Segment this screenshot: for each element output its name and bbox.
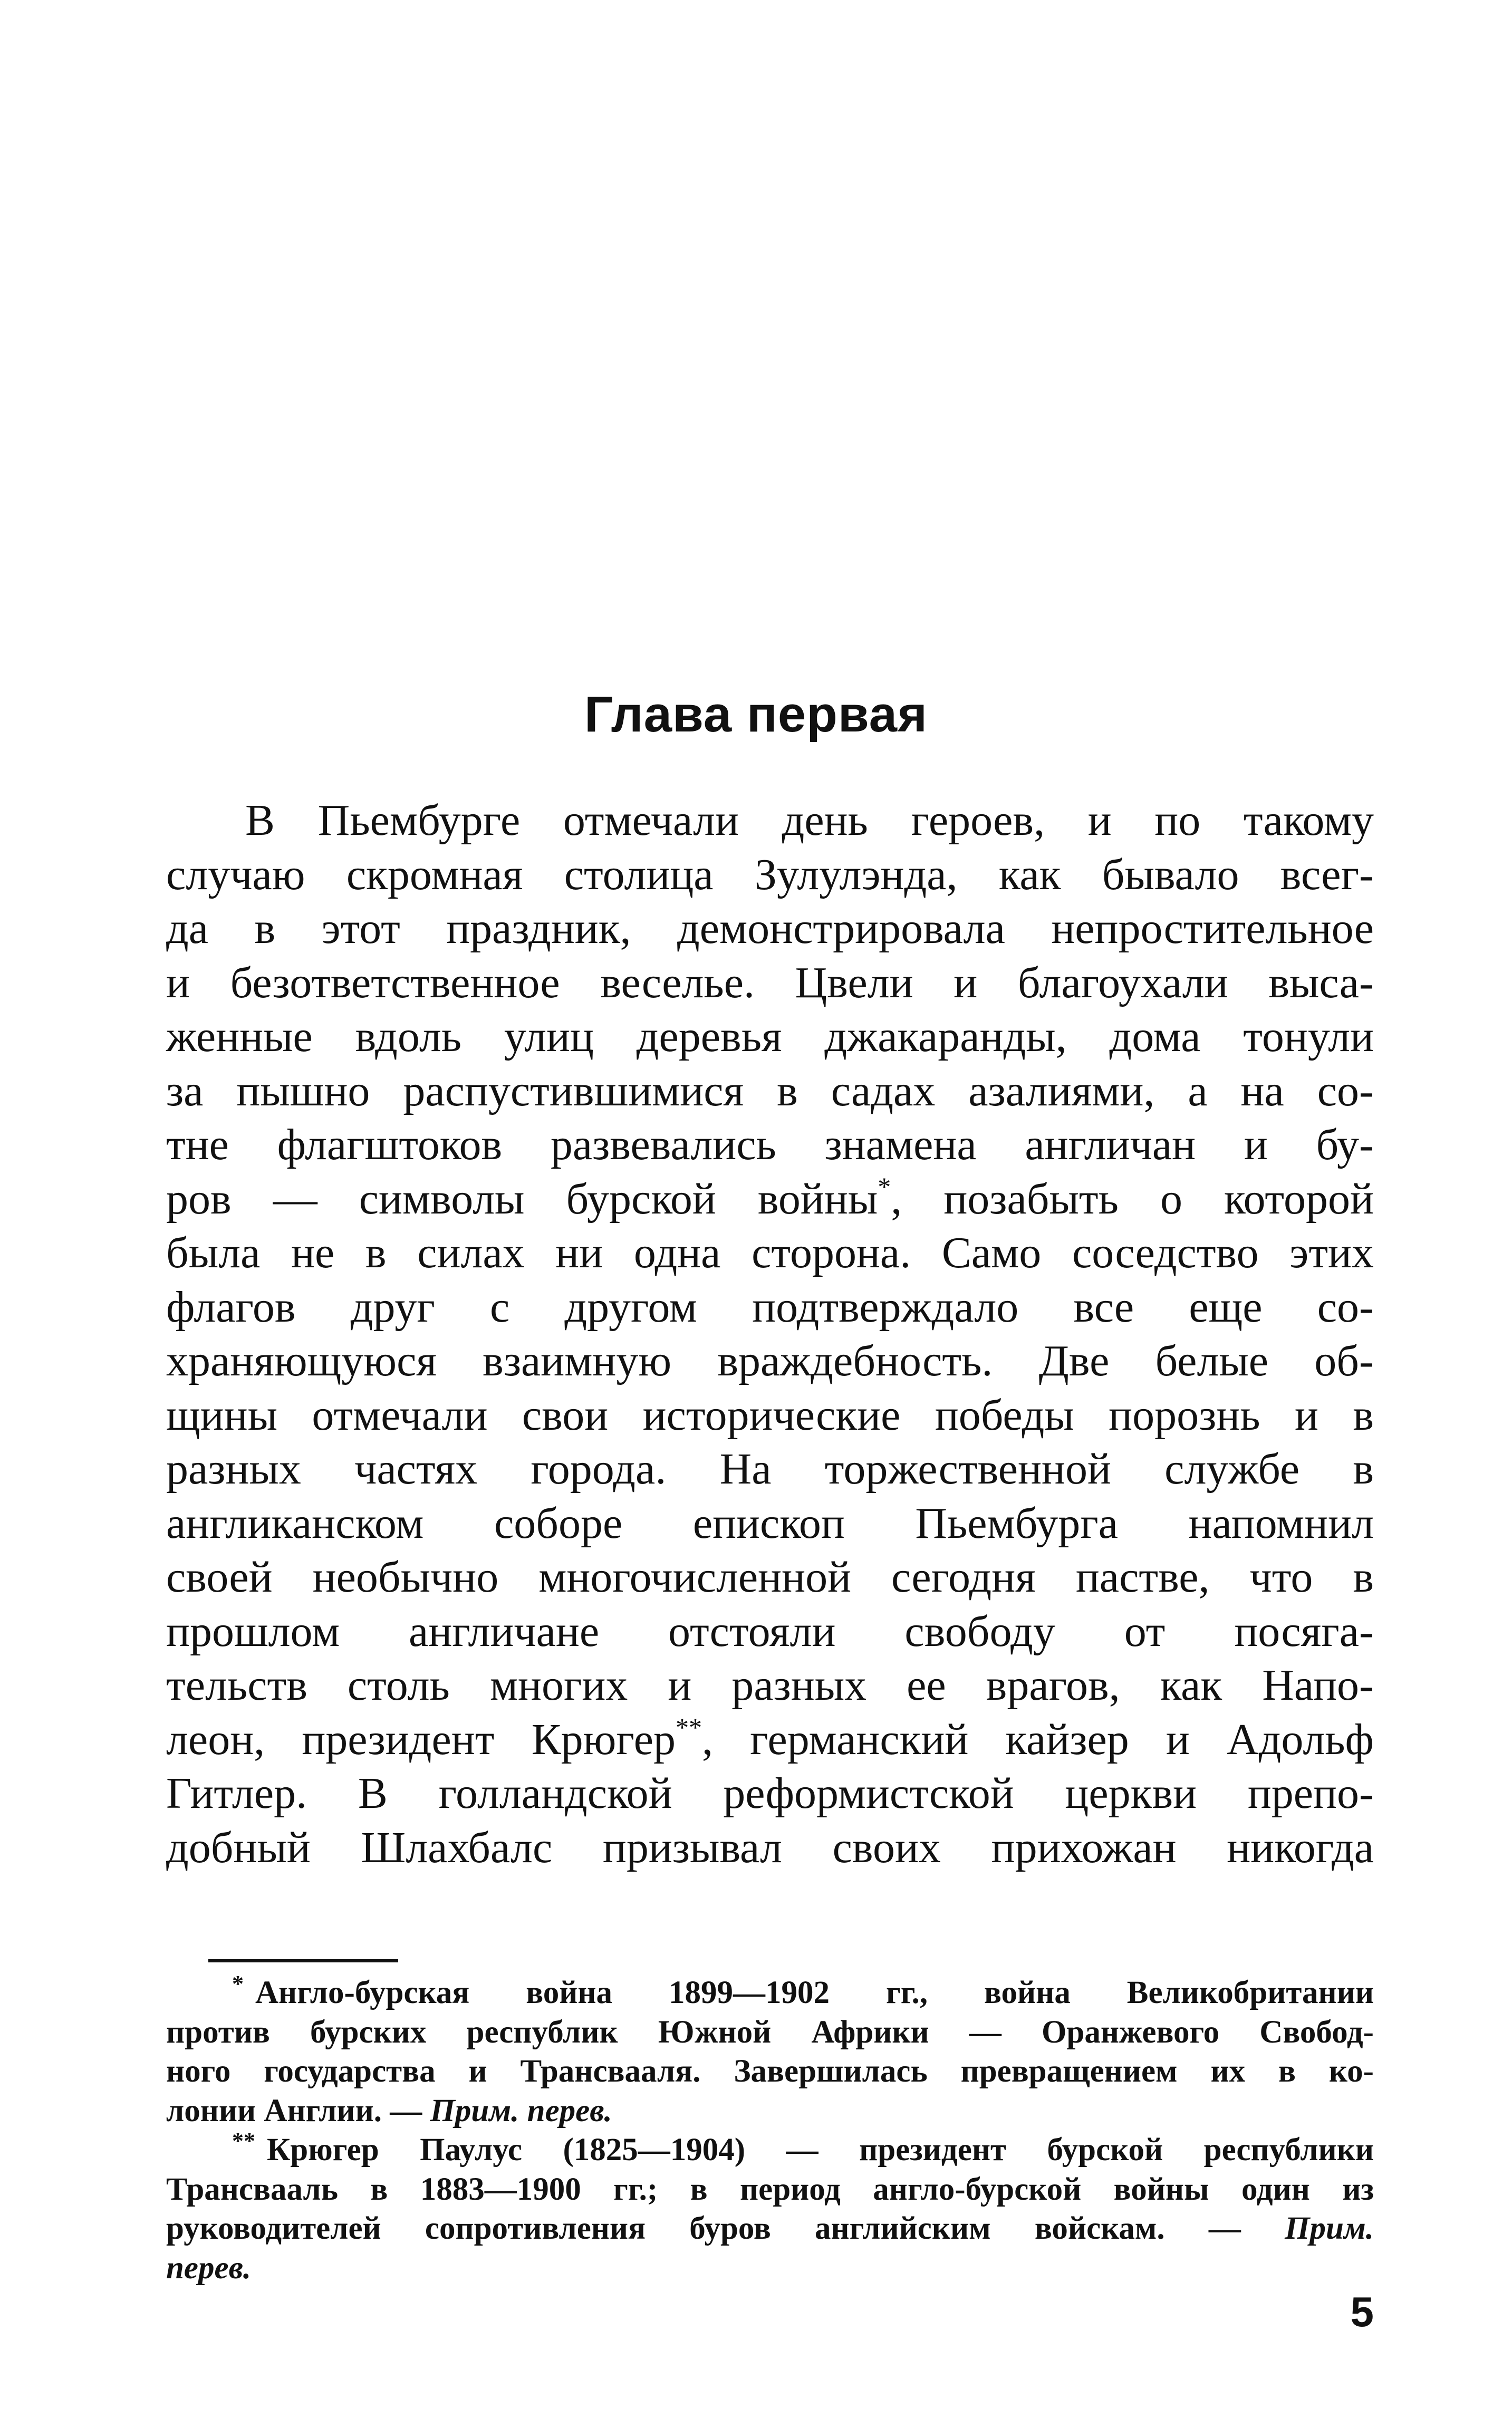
body-line: женные вдоль улиц деревья джакаранды, дома тонули: [166, 1012, 1374, 1061]
footnote-1-line: ного государства и Трансвааля. Завершилась превращением их в ко-: [166, 2054, 1374, 2089]
body-line-part: , германский кайзер и Адольф: [701, 1715, 1374, 1764]
footnote-ref-1: *: [878, 1171, 891, 1201]
body-line: и безответственное веселье. Цвели и благоухали выса-: [166, 958, 1374, 1007]
page-number: 5: [1350, 2288, 1374, 2335]
footnote-ref-2: **: [675, 1712, 702, 1742]
body-line: Гитлер. В голландской реформистской церкви препо-: [166, 1769, 1374, 1818]
body-line: добный Шлахбалс призывал своих прихожан никогда: [166, 1823, 1374, 1872]
body-line: тне флагштоков развевались знамена англичан и бу-: [166, 1120, 1374, 1169]
footnote-2-line: [166, 2249, 1374, 2288]
body-line: тельств столь многих и разных ее врагов, как Напо-: [166, 1661, 1374, 1710]
footnote-2-line: Трансвааль в 1883—1900 гг.; в период англо-бурской войны один из: [166, 2171, 1374, 2207]
body-line: щины отмечали свои исторические победы порознь и в: [166, 1390, 1374, 1440]
body-text: [166, 794, 1374, 1906]
body-line: флагов друг с другом подтверждало все еще со-: [166, 1282, 1374, 1332]
body-line: прошлом англичане отстояли свободу от посяга-: [166, 1606, 1374, 1656]
translator-note: Прим.: [1285, 2211, 1374, 2246]
footnote-2-line: [166, 2209, 1374, 2249]
footnote-mark-1: *: [232, 1971, 244, 1997]
body-line: англиканском соборе епископ Пьембурга напомнил: [166, 1498, 1374, 1548]
body-line: храняющуюся взаимную враждебность. Две белые об-: [166, 1336, 1374, 1385]
footnote-1-line: против бурских республик Южной Африки — Оранжевого Свобод-: [166, 2014, 1374, 2050]
footnote-1-line: [166, 2092, 1374, 2131]
footnote-mark-2: **: [232, 2128, 255, 2154]
footnote-divider: [208, 1959, 398, 1962]
body-line-part: ров — символы бурской войны: [166, 1174, 878, 1224]
chapter-title: Глава первая: [584, 686, 928, 743]
body-line: [166, 1172, 1374, 1227]
body-line-part: леон, президент Крюгер: [166, 1715, 676, 1764]
body-line-part: , позабыть о которой: [891, 1174, 1374, 1224]
body-line: да в этот праздник, демонстрировала непростительное: [166, 904, 1374, 953]
body-line: разных частях города. На торжественной службе в: [166, 1444, 1374, 1494]
footnotes: [166, 1973, 1374, 2288]
footnote-2-text: Крюгер Паулус (1825—1904) — президент бурской республики: [267, 2132, 1374, 2168]
body-line: В Пьембурге отмечали день героев, и по такому: [245, 796, 1374, 845]
body-line: [166, 1713, 1374, 1767]
footnote-1-text: Англо-бурская война 1899—1902 гг., война Великобритании: [255, 1975, 1374, 2010]
footnote-1-text: лонии Англии. —: [166, 2093, 430, 2129]
footnote-2-text: руководителей сопротивления буров английским войскам. —: [166, 2211, 1285, 2246]
translator-note: перев.: [166, 2250, 252, 2286]
footnote-1-line: [166, 1973, 1374, 2013]
body-line: своей необычно многочисленной сегодня пастве, что в: [166, 1553, 1374, 1602]
body-line: была не в силах ни одна сторона. Само соседство этих: [166, 1228, 1374, 1277]
body-line: случаю скромная столица Зулулэнда, как бывало всег-: [166, 850, 1374, 899]
translator-note: Прим. перев.: [430, 2093, 612, 2129]
body-line: за пышно распустившимися в садах азалиями, а на со-: [166, 1066, 1374, 1115]
footnote-2-line: [166, 2128, 1374, 2170]
